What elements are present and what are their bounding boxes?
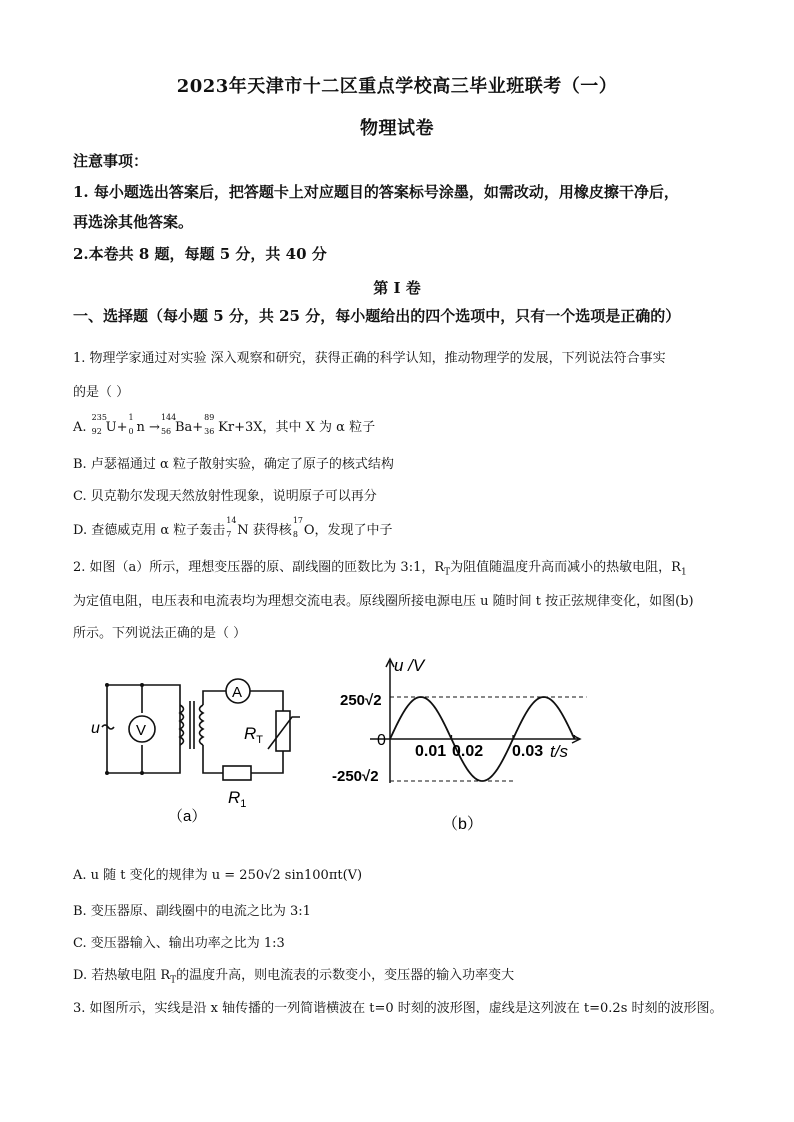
- q1-stem-cont: 的是（ ）: [73, 385, 130, 400]
- ac-source-icon: [102, 725, 114, 729]
- thermistor-icon: [276, 711, 290, 751]
- y-tick-min: -250√2: [332, 768, 379, 785]
- voltmeter-label: V: [136, 722, 147, 739]
- y-axis-label: u /V: [394, 656, 425, 675]
- q2-option-c: C. 变压器输入、输出功率之比为 1:3: [73, 936, 285, 951]
- notes-item-1-cont: 再选涂其他答案。: [73, 213, 194, 231]
- section-heading: 一、选择题（每小题 5 分，共 25 分，每小题给出的四个选项中，只有一个选项是正确的）: [73, 307, 681, 325]
- notes-item-1: 1. 每小题选出答案后，把答题卡上对应题目的答案标号涂墨，如需改动，用橡皮擦干净后，: [73, 183, 679, 201]
- q1-option-a: A. 235 92 U+ 1 0 n → 144 56 Ba+ 89 36 Kr+3X，其中 X 为 α 粒子: [73, 413, 376, 436]
- q2-stem-cont: 为定值电阻，电压表和电流表均为理想交流电表。原线圈所接电源电压 u 随时间 t 按正弦规律变化，如图(b): [73, 594, 694, 609]
- figure-b-caption: （b）: [442, 816, 483, 833]
- secondary-wire: [203, 691, 283, 773]
- origin-label: 0: [377, 732, 386, 749]
- notes-heading: 注意事项：: [73, 152, 149, 170]
- resistor-r1-icon: [223, 766, 251, 780]
- q2-option-b: B. 变压器原、副线圈中的电流之比为 3:1: [73, 904, 311, 919]
- x-tick-0-02: 0.02: [452, 743, 484, 760]
- q2-option-a: A. u 随 t 变化的规律为 u = 250√2 sin100πt(V): [73, 868, 363, 883]
- x-tick-0-01: 0.01: [415, 743, 447, 760]
- q1-option-c: C. 贝克勒尔发现天然放射性现象，说明原子可以再分: [73, 489, 377, 504]
- q2-option-d: D. 若热敏电阻 $R_T$的温度升高，则电流表的示数变小，变压器的输入功率变大: [73, 968, 515, 986]
- volume-heading: 第 I 卷: [373, 279, 421, 297]
- secondary-coil: [200, 705, 204, 745]
- source-label: u: [91, 720, 100, 737]
- exam-title: 2023年天津市十二区重点学校高三毕业班联考（一）: [176, 76, 618, 97]
- exam-subtitle: 物理试卷: [360, 118, 434, 139]
- y-tick-max: 250√2: [340, 692, 382, 709]
- q2-stem: 2. 如图（a）所示，理想变压器的原、副线圈的匝数比为 3:1，$R_T$为阻值随温度升高而减小的热敏电阻，$R_1$: [73, 560, 687, 578]
- figure-b-chart: [330, 655, 600, 840]
- notes-item-2: 2.本卷共 8 题，每题 5 分，共 40 分: [73, 245, 327, 263]
- q1-option-b: B. 卢瑟福通过 α 粒子散射实验，确定了原子的核式结构: [73, 457, 394, 472]
- figure-a-caption: （a）: [168, 808, 207, 825]
- q1-stem: 1. 物理学家通过对实验 深入观察和研究，获得正确的科学认知，推动物理学的发展，下列说法符合事实: [73, 351, 666, 366]
- q2-stem-cont2: 所示。下列说法正确的是（ ）: [73, 626, 247, 641]
- ammeter-label: A: [232, 684, 243, 701]
- x-tick-0-03: 0.03: [512, 743, 544, 760]
- q3-stem: 3. 如图所示，实线是沿 x 轴传播的一列简谐横波在 t=0 时刻的波形图，虚线是这列波在 t=0.2s 时刻的波形图。: [73, 1001, 723, 1016]
- resistor-r1-label: $R_1$: [228, 788, 247, 810]
- thermistor-label: $R_T$: [244, 724, 264, 746]
- q1-option-d: D. 查德威克用 α 粒子轰击 14 7 N 获得核 17 8 O，发现了中子: [73, 516, 393, 539]
- x-axis-label: t/s: [550, 742, 568, 761]
- figure-a-circuit: [90, 665, 320, 835]
